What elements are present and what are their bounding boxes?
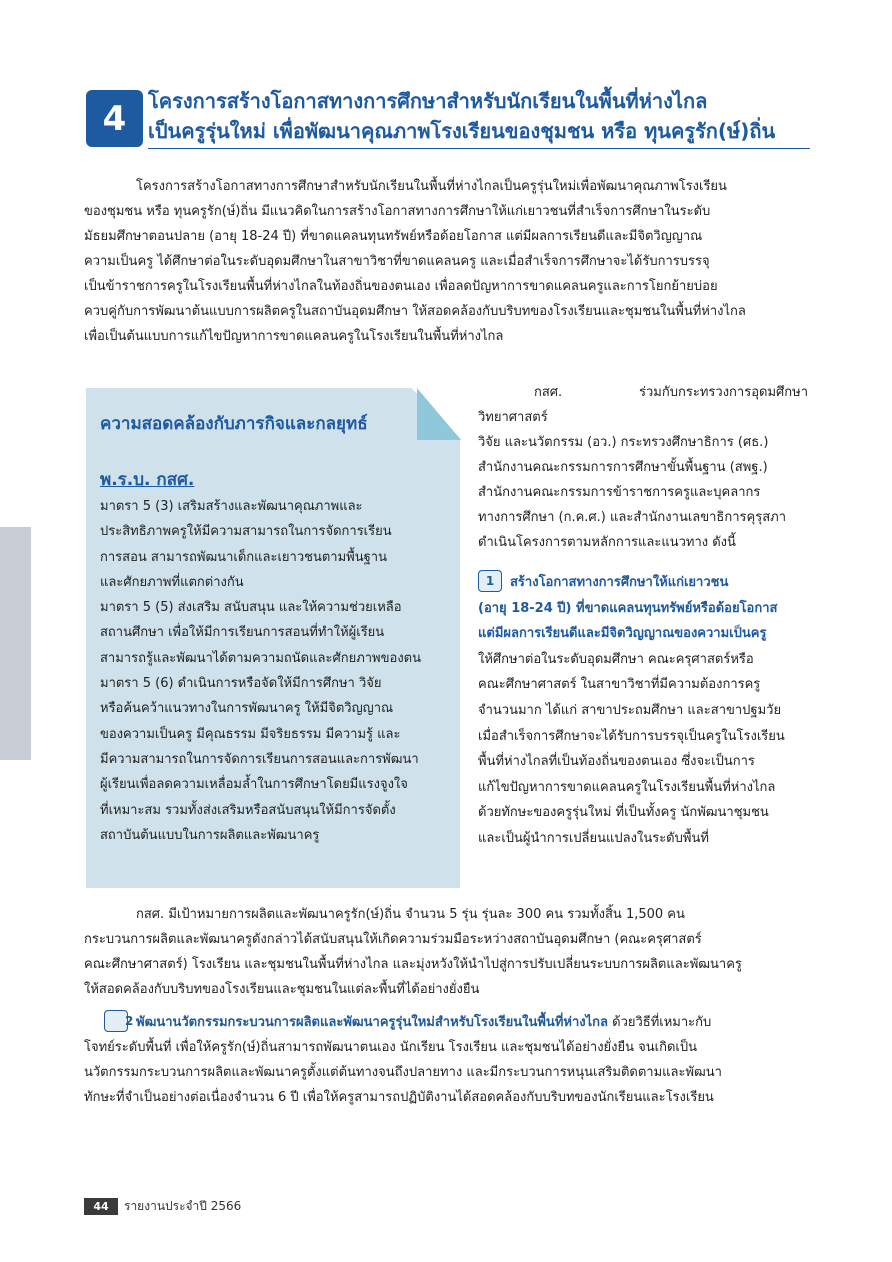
title-divider xyxy=(148,148,810,149)
strategy-1-line: เมื่อสำเร็จการศึกษาจะได้รับการบรรจุเป็นครูในโรงเรียน xyxy=(478,728,785,744)
page-title xyxy=(148,86,808,146)
intro-line: ควบคู่กับการพัฒนาต้นแบบการผลิตครูในสถาบันอุดมศึกษา ให้สอดคล้องกับบริบทของโรงเรียนและชุมชนในพื้นที่ห่างไกล xyxy=(84,304,746,319)
goal-paragraph xyxy=(84,902,808,1002)
goal-line: คณะศึกษาศาสตร์) โรงเรียน และชุมชนในพื้นที่ห่างไกล และมุ่งหวังให้นำไปสู่การปรับเปลี่ยนระบบการผลิตและพัฒนาครู xyxy=(84,957,742,972)
strategy-1-number: 1 xyxy=(478,570,502,592)
intro-line: โครงการสร้างโอกาสทางการศึกษาสำหรับนักเรียนในพื้นที่ห่างไกลเป็นครูรุ่นใหม่เพื่อพัฒนาคุณภาพโรงเรียน xyxy=(136,179,727,194)
panel-line: ผู้เรียนเพื่อลดความเหลื่อมล้ำในการศึกษาโดยมีแรงจูงใจ xyxy=(100,777,408,793)
panel-line: และศักยภาพที่แตกต่างกัน xyxy=(100,574,244,590)
goal-line: ให้สอดคล้องกับบริบทของโรงเรียนและชุมชนในแต่ละพื้นที่ได้อย่างยั่งยืน xyxy=(84,982,480,997)
act-title: พ.ร.บ. กสศ. xyxy=(100,470,195,490)
strategy-1-line: คณะศึกษาศาสตร์ ในสาขาวิชาที่มีความต้องการครู xyxy=(478,677,761,693)
panel-corner-fold xyxy=(417,388,461,440)
intro-paragraph xyxy=(84,174,808,349)
panel-line: มาตรา 5 (5) ส่งเสริม สนับสนุน และให้ความช่วยเหลือ xyxy=(100,600,402,616)
strategy-1-line: ด้วยทักษะของครูรุ่นใหม่ ที่เป็นทั้งครู นักพัฒนาชุมชน xyxy=(478,805,769,821)
strategy-2-line1-rest: ด้วยวิธีที่เหมาะกับ xyxy=(612,1015,712,1030)
page-number: 44 xyxy=(93,1200,109,1213)
intro-line: ความเป็นครู ได้ศึกษาต่อในระดับอุดมศึกษาในสาขาวิชาที่ขาดแคลนครู และเมื่อสำเร็จการศึกษาจะได้รับการบรรจุ xyxy=(84,254,710,269)
strategy-2-line: โจทย์ระดับพื้นที่ เพื่อให้ครูรัก(ษ์)ถิ่นสามารถพัฒนาตนเอง นักเรียน โรงเรียน และชุมชนได้อย่างยั่งยืน จนเกิดเป็น xyxy=(84,1040,697,1055)
strategy-1-heading: สร้างโอกาสทางการศึกษาให้แก่เยาวชน xyxy=(510,575,729,590)
title-line-2: เป็นครูรุ่นใหม่ เพื่อพัฒนาคุณภาพโรงเรียนของชุมชน หรือ ทุนครูรัก(ษ์)ถิ่น xyxy=(148,119,776,143)
panel-line: สถานศึกษา เพื่อให้มีการเรียนการสอนที่ทำให้ผู้เรียน xyxy=(100,625,385,641)
strategy-1-line: ให้ศึกษาต่อในระดับอุดมศึกษา คณะครุศาสตร์หรือ xyxy=(478,651,754,667)
partners-line: กสศ. ร่วมกับกระทรวงการอุดมศึกษา วิทยาศาสตร์ xyxy=(478,385,808,425)
partners-line: สำนักงานคณะกรรมการข้าราชการครูและบุคลากร xyxy=(478,485,761,500)
partners-line: ทางการศึกษา (ก.ค.ศ.) และสำนักงานเลขาธิการคุรุสภา xyxy=(478,510,787,525)
strategy-1-heading: แต่มีผลการเรียนดีและมีจิตวิญญาณของความเป็นครู xyxy=(478,626,767,642)
goal-line: กระบวนการผลิตและพัฒนาครูดังกล่าวได้สนับสนุนให้เกิดความร่วมมือระหว่างสถาบันอุดมศึกษา (คณะครุศาสตร์ xyxy=(84,932,702,947)
partners-paragraph xyxy=(478,380,808,555)
strategy-1-line: จำนวนมาก ได้แก่ สาขาประถมศึกษา และสาขาปฐมวัย xyxy=(478,702,782,718)
page-number-badge xyxy=(84,1198,118,1215)
title-line-1: โครงการสร้างโอกาสทางการศึกษาสำหรับนักเรียนในพื้นที่ห่างไกล xyxy=(148,89,708,113)
panel-line: ของความเป็นครู มีคุณธรรม มีจริยธรรม มีความรู้ และ xyxy=(100,726,401,742)
partners-line: วิจัย และนวัตกรรม (อว.) กระทรวงศึกษาธิการ (ศธ.) xyxy=(478,435,769,450)
panel-line: สามารถรู้และพัฒนาได้ตามความถนัดและศักยภาพของตน xyxy=(100,650,422,666)
panel-line: หรือค้นคว้าแนวทางในการพัฒนาครู ให้มีจิตวิญญาณ xyxy=(100,701,394,717)
strategy-2 xyxy=(84,1010,808,1110)
strategy-2-line: นวัตกรรมกระบวนการผลิตและพัฒนาครูตั้งแต่ต้นทางจนถึงปลายทาง และมีกระบวนการหนุนเสริมติดตามและพัฒนา xyxy=(84,1065,722,1080)
partners-line: ดำเนินโครงการตามหลักการและแนวทาง ดังนี้ xyxy=(478,535,736,550)
intro-line: เพื่อเป็นต้นแบบการแก้ไขปัญหาการขาดแคลนครูในโรงเรียนในพื้นที่ห่างไกล xyxy=(84,329,504,344)
panel-line: มาตรา 5 (6) ดำเนินการหรือจัดให้มีการศึกษา วิจัย xyxy=(100,676,382,692)
intro-line: มัธยมศึกษาตอนปลาย (อายุ 18-24 ปี) ที่ขาดแคลนทุนทรัพย์หรือด้อยโอกาส แต่มีผลการเรียนดีและมีจิตวิญญาณ xyxy=(84,229,703,244)
strategy-2-number: 2 xyxy=(104,1010,128,1032)
report-title: รายงานประจำปี 2566 xyxy=(124,1199,242,1213)
panel-line: มีความสามารถในการจัดการเรียนการสอนและการพัฒนา xyxy=(100,751,419,767)
strategy-1-heading: (อายุ 18-24 ปี) ที่ขาดแคลนทุนทรัพย์หรือด้อยโอกาส xyxy=(478,600,778,616)
panel-line: ที่เหมาะสม รวมทั้งส่งเสริมหรือสนับสนุนให้มีการจัดตั้ง xyxy=(100,802,396,818)
side-tab-marker xyxy=(0,527,31,760)
section-number: 4 xyxy=(102,98,127,139)
panel-title: ความสอดคล้องกับภารกิจและกลยุทธ์ xyxy=(100,414,368,434)
intro-line: ของชุมชน หรือ ทุนครูรัก(ษ์)ถิ่น มีแนวคิดในการสร้างโอกาสทางการศึกษาให้แก่เยาวชนที่สำเร็จการศึกษาในระดับ xyxy=(84,204,711,219)
panel-line: สถาบันต้นแบบในการผลิตและพัฒนาครู xyxy=(100,827,320,843)
panel-line: มาตรา 5 (3) เสริมสร้างและพัฒนาคุณภาพและ xyxy=(100,499,363,514)
partners-line: สำนักงานคณะกรรมการการศึกษาขั้นพื้นฐาน (สพฐ.) xyxy=(478,460,768,475)
strategy-2-line: ทักษะที่จำเป็นอย่างต่อเนื่องจำนวน 6 ปี เพื่อให้ครูสามารถปฏิบัติงานได้สอดคล้องกับบริบทของนักเรียนและโรงเรียน xyxy=(84,1090,714,1105)
strategy-2-heading: พัฒนานวัตกรรมกระบวนการผลิตและพัฒนาครูรุ่นใหม่สำหรับโรงเรียนในพื้นที่ห่างไกล xyxy=(136,1015,608,1030)
section-number-badge xyxy=(86,90,143,147)
panel-body xyxy=(100,494,444,848)
goal-line: กสศ. มีเป้าหมายการผลิตและพัฒนาครูรัก(ษ์)ถิ่น จำนวน 5 รุ่น รุ่นละ 300 คน รวมทั้งสิ้น 1,500 คน xyxy=(136,907,685,922)
strategy-1 xyxy=(478,570,808,852)
panel-line: ประสิทธิภาพครูให้มีความสามารถในการจัดการเรียน xyxy=(100,524,392,540)
panel-line: การสอน สามารถพัฒนาเด็กและเยาวชนตามพื้นฐาน xyxy=(100,549,387,565)
strategy-1-line: และเป็นผู้นำการเปลี่ยนแปลงในระดับพื้นที่ xyxy=(478,830,709,846)
strategy-1-line: แก้ไขปัญหาการขาดแคลนครูในโรงเรียนพื้นที่ห่างไกล xyxy=(478,779,776,795)
strategy-1-line: พื้นที่ห่างไกลที่เป็นท้องถิ่นของตนเอง ซึ่งจะเป็นการ xyxy=(478,754,755,770)
intro-line: เป็นข้าราชการครูในโรงเรียนพื้นที่ห่างไกลในท้องถิ่นของตนเอง เพื่อลดปัญหาการขาดแคลนครูและการโยกย้ายบ่อย xyxy=(84,279,718,294)
